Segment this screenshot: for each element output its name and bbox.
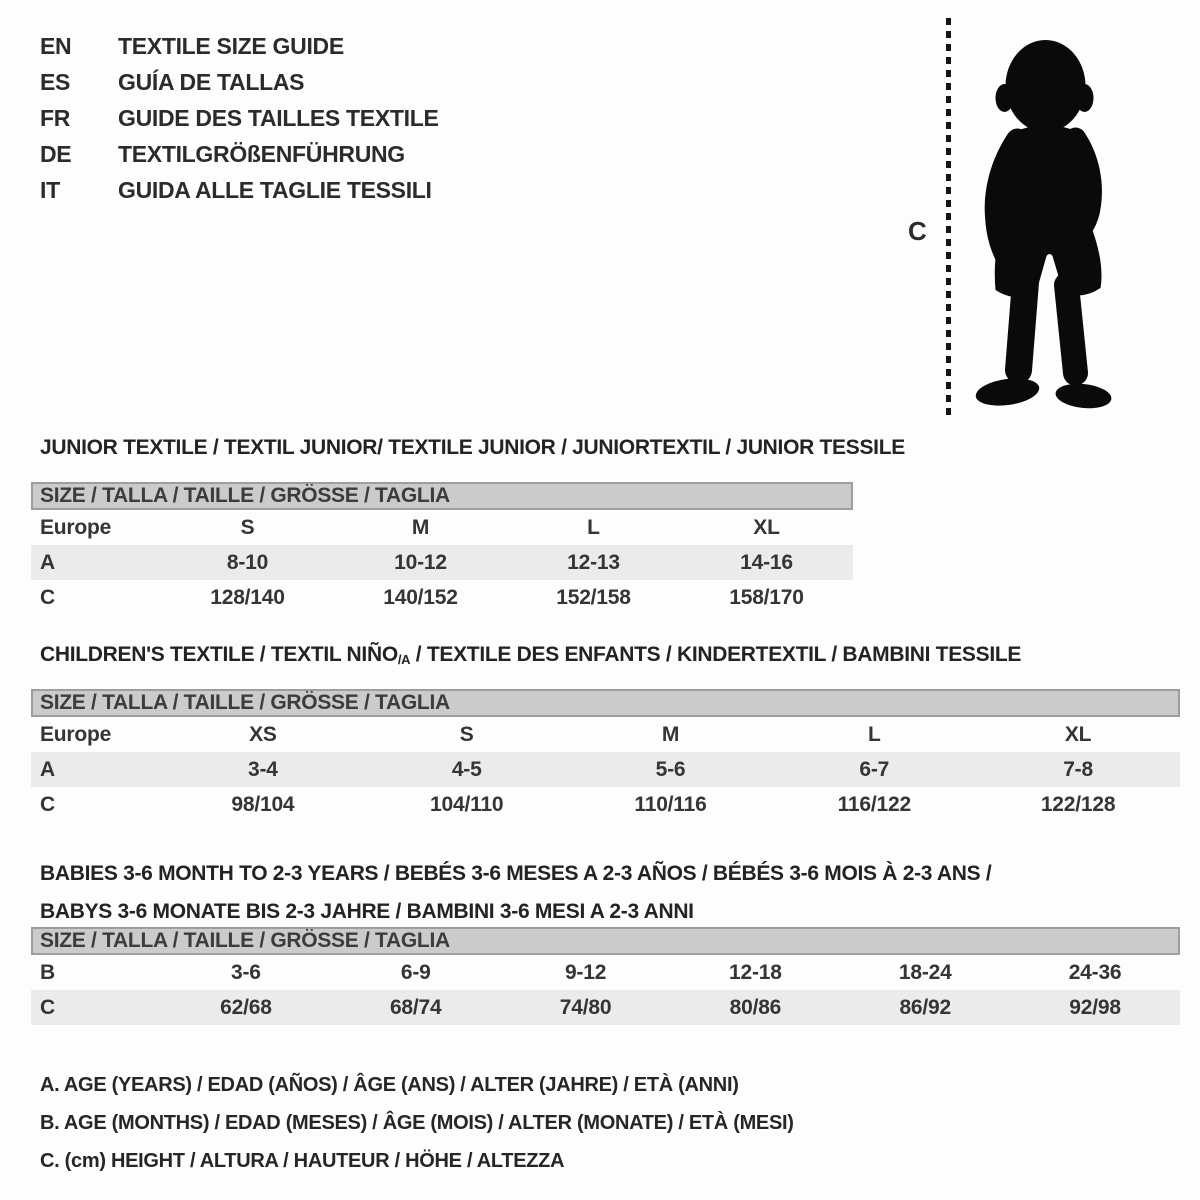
table-row-height [31, 580, 853, 615]
table-row-months [31, 955, 1180, 990]
language-list [40, 28, 439, 208]
language-row-it [40, 172, 439, 208]
language-code: FR [40, 104, 71, 131]
language-code: EN [40, 32, 72, 59]
table-cell: 3-4 [248, 757, 278, 781]
table-cell: 10-12 [394, 550, 447, 574]
table-cell: 12-18 [729, 960, 782, 984]
table-cell: 74/80 [559, 995, 612, 1019]
table-cell: 68/74 [389, 995, 442, 1019]
table-cell: 24-36 [1068, 960, 1122, 984]
table-cell: 116/122 [837, 792, 911, 816]
language-label: GUIDA ALLE TAGLIE TESSILI [118, 176, 432, 203]
table-cell: 158/170 [729, 585, 804, 609]
table-cell: S [240, 515, 255, 539]
table-cell: S [459, 722, 474, 746]
legend-line-c: C. (cm) HEIGHT / ALTURA / HAUTEUR / HÖHE / ALTEZZA [40, 1150, 565, 1172]
size-header-band: SIZE / TALLA / TAILLE / GRÖSSE / TAGLIA [31, 482, 853, 510]
junior-section-title: JUNIOR TEXTILE / TEXTIL JUNIOR/ TEXTILE JUNIOR / JUNIORTEXTIL / JUNIOR TESSILE [40, 436, 905, 459]
language-row-de [40, 136, 439, 172]
table-cell: 7-8 [1063, 757, 1093, 781]
table-cell: 3-6 [231, 960, 261, 984]
table-cell: 6-9 [400, 960, 431, 984]
children-title-suffix: / TEXTILE DES ENFANTS / KINDERTEXTIL / BAMBINI TESSILE [410, 643, 1022, 666]
language-code: ES [40, 68, 71, 95]
table-cell: 14-16 [740, 550, 793, 574]
size-header-band: SIZE / TALLA / TAILLE / GRÖSSE / TAGLIA [31, 689, 1180, 717]
table-row-height [31, 787, 1180, 822]
table-cell: 140/152 [383, 585, 458, 609]
table-row-height [31, 990, 1180, 1025]
table-cell: 152/158 [556, 585, 631, 609]
babies-title-line2: BABYS 3-6 MONATE BIS 2-3 JAHRE / BAMBINI 3-6 MESI A 2-3 ANNI [40, 900, 694, 923]
table-cell: 9-12 [564, 960, 607, 984]
language-code: IT [40, 176, 60, 203]
table-row-age [31, 545, 853, 580]
table-cell: 80/86 [729, 995, 782, 1019]
table-cell: 8-10 [226, 550, 269, 574]
measure-legend [40, 1066, 794, 1180]
language-label: GUIDE DES TAILLES TEXTILE [118, 104, 439, 131]
table-row-europe [31, 510, 853, 545]
table-cell: M [411, 515, 430, 539]
table-cell: 98/104 [231, 792, 295, 816]
toddler-silhouette-icon [960, 20, 1145, 420]
table-row-europe [31, 717, 1180, 752]
table-cell: 92/98 [1069, 995, 1121, 1019]
row-label: C [40, 995, 55, 1019]
table-cell: XL [1064, 722, 1092, 746]
table-cell: L [867, 722, 881, 746]
table-row-age [31, 752, 1180, 787]
babies-title-line1: BABIES 3-6 MONTH TO 2-3 YEARS / BEBÉS 3-6 MESES A 2-3 AÑOS / BÉBÉS 3-6 MOIS À 2-3 ANS / [40, 862, 992, 885]
language-row-es [40, 64, 439, 100]
row-label: A [40, 550, 55, 574]
babies-size-table [31, 927, 1180, 1025]
table-cell: M [661, 722, 680, 746]
table-cell: 86/92 [899, 995, 951, 1019]
legend-line-b: B. AGE (MONTHS) / EDAD (MESES) / ÂGE (MOIS) / ALTER (MONATE) / ETÀ (MESI) [40, 1112, 794, 1134]
table-cell: 4-5 [451, 757, 482, 781]
children-section-title [40, 643, 1021, 667]
babies-section-title [40, 855, 991, 931]
language-code: DE [40, 140, 72, 167]
table-cell: 62/68 [220, 995, 272, 1019]
table-cell: 104/110 [430, 792, 504, 816]
height-measure-dashed-line [946, 18, 951, 418]
row-label: B [40, 960, 55, 984]
row-label: C [40, 585, 55, 609]
row-label: Europe [40, 515, 112, 539]
row-label: Europe [40, 722, 112, 746]
legend-line-a: A. AGE (YEARS) / EDAD (AÑOS) / ÂGE (ANS) / ALTER (JAHRE) / ETÀ (ANNI) [40, 1074, 739, 1096]
table-cell: 122/128 [1040, 792, 1116, 816]
row-label: A [40, 757, 55, 781]
table-cell: L [587, 515, 600, 539]
table-cell: 128/140 [210, 585, 285, 609]
language-label: GUÍA DE TALLAS [118, 68, 305, 95]
table-cell: 6-7 [859, 757, 890, 781]
table-cell: XS [249, 722, 277, 746]
size-header-band: SIZE / TALLA / TAILLE / GRÖSSE / TAGLIA [31, 927, 1180, 955]
table-cell: 5-6 [655, 757, 686, 781]
table-cell: 110/116 [634, 792, 707, 816]
table-cell: 12-13 [567, 550, 620, 574]
table-cell: 18-24 [898, 960, 952, 984]
language-row-fr [40, 100, 439, 136]
children-title-subscript: /A [397, 652, 411, 667]
language-row-en [40, 28, 439, 64]
language-label: TEXTILE SIZE GUIDE [118, 32, 344, 59]
junior-size-table [31, 482, 853, 615]
height-measure-label: C [908, 216, 927, 246]
row-label: C [40, 792, 55, 816]
language-label: TEXTILGRÖßENFÜHRUNG [118, 140, 405, 167]
table-cell: XL [753, 515, 780, 539]
children-size-table [31, 689, 1180, 822]
children-title-prefix: CHILDREN'S TEXTILE / TEXTIL NIÑO [40, 643, 398, 666]
